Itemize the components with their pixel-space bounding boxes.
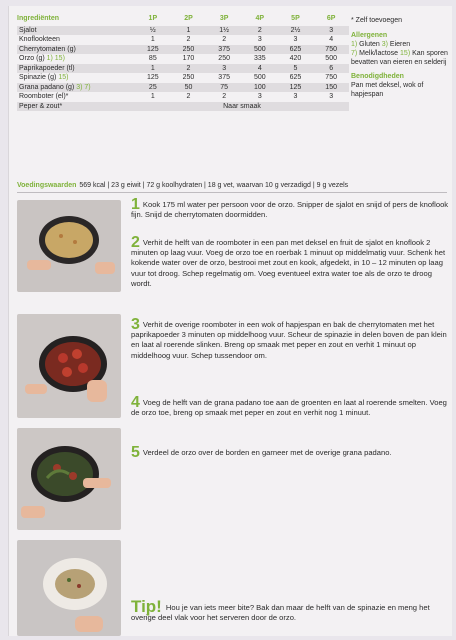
step-1 [131,196,449,220]
ingredient-name: Grana padano (g) 3) 7) [17,83,135,93]
ingredient-name: Peper & zout* [17,102,135,112]
ingredient-amount: 4 [242,64,278,74]
step-5 [131,444,449,461]
ingredient-amount: 750 [325,74,337,81]
ingredient-amount: 2 [222,93,227,100]
col-1p: 1P [148,15,158,22]
nutrition-line [17,182,447,193]
ingredient-amount: 500 [242,45,278,55]
ingredient-amount: 4 [329,36,334,43]
ingredient-amount: 3 [257,93,262,100]
ingredient-amount: 125 [135,45,171,55]
ingredient-amount: 625 [289,74,302,81]
tools-heading: Benodigdheden [351,73,404,80]
ingredient-amount: 375 [206,45,242,55]
self-add-note: * Zelf toevoegen [351,17,402,24]
allergen-code: 15) [58,74,69,81]
ingredient-amount: 3 [293,36,298,43]
ingredient-amount: 500 [325,55,337,62]
ingredient-name: Cherrytomaten (g) [17,45,135,55]
nutrition-values: 569 kcal | 23 g eiwit | 72 g koolhydraten | 18 g vet, waarvan 10 g verzadigd | 9 g vezels [79,182,349,189]
ingredient-amount: 170 [182,55,195,62]
ingredient-amount: 625 [278,45,314,55]
ingredient-amount: 2 [186,93,191,100]
step-4-text: Voeg de helft van de grana padano toe aan de groenten en laat al roerende smelten. Voeg de orzo toe, breng op smaak met peper en zout en verhit nog 1 minuut. [131,398,447,418]
ingredient-amount: 25 [135,83,171,93]
step-1-text: Kook 175 ml water per persoon voor de orzo. Snipper de sjalot en snijd of pers de knoflook fijn. Snijd de cherrytomaten doormidden. [131,200,449,220]
step-2 [131,234,449,289]
ingredient-amount: 3 [329,93,334,100]
ingredient-amount: 50 [171,83,207,93]
step-4-number: 4 [131,394,140,411]
ingredient-amount: 335 [253,55,266,62]
ingredient-amount: 3 [293,93,298,100]
ingredient-name: Knoflookteen [19,36,60,43]
col-2p: 2P [184,15,193,22]
ingredient-name: Roomboter (el)* [19,93,69,100]
ingredient-amount: 1 [150,36,155,43]
ingredient-row [17,45,349,55]
ingredient-amount: 1½ [206,26,242,36]
ingredient-amount: 375 [218,74,230,81]
step-5-photo [17,540,121,636]
side-info [351,16,451,104]
ingredient-name: Spinazie (g) 15) [19,74,69,81]
ingredient-amount: 750 [313,45,349,55]
step-5-number: 5 [131,444,140,461]
ingredient-amount: 150 [313,83,349,93]
ingredient-amount: 2 [186,36,191,43]
ingredient-row [17,92,349,102]
ingredient-amount: 1 [171,26,207,36]
ingredient-amount: 2½ [278,26,314,36]
col-4p: 4P [255,15,265,22]
ingredient-row [17,64,349,74]
nutrition-heading: Voedingswaarden [17,182,77,189]
ingredient-amount: 75 [206,83,242,93]
ingredient-amount: 500 [253,74,266,81]
ingredient-amount: 250 [218,55,230,62]
step-3-number: 3 [131,316,140,333]
ingredient-row [17,26,349,36]
ingredient-amount: 5 [278,64,314,74]
col-5p: 5P [291,15,300,22]
step-1-photo [17,200,121,292]
ingredient-amount: 3 [313,26,349,36]
ingredient-row [17,35,349,45]
tip [131,597,449,623]
col-3p: 3P [219,15,229,22]
step-3-photo [17,314,121,418]
ingredient-row [17,102,349,112]
ingredient-name: Sjalot [17,26,135,36]
allergen-list: 1) Gluten 3) Eieren 7) Melk/lactose 15) Kan sporen bevatten van eieren en selderij [351,41,448,66]
step-2-number: 2 [131,234,140,251]
ingredient-amount: 3 [206,64,242,74]
col-6p: 6P [326,15,336,22]
allergen-code: 1) 15) [46,55,65,62]
ingredient-amount: 125 [146,74,159,81]
ingredient-amount: 85 [148,55,157,62]
ingredient-name: Paprikapoeder (tl) [17,64,135,74]
step-5-text: Verdeel de orzo over de borden en garneer met de overige grana padano. [142,448,392,457]
ingredient-row [17,83,349,93]
tip-label: Tip! [131,597,162,616]
ingredient-row [17,73,349,83]
ingredient-amount: ½ [135,26,171,36]
ingredients-heading: Ingrediënten [17,15,60,22]
allergen-heading: Allergenen [351,32,388,39]
ingredient-name: Orzo (g) 1) 15) [19,55,65,62]
step-4-photo [17,428,121,530]
ingredient-amount: 2 [242,26,278,36]
ingredient-amount: 3 [257,36,262,43]
ingredient-row [17,54,349,64]
ingredient-amount: Naar smaak [135,102,349,112]
ingredients-table [17,14,349,111]
ingredient-amount: 2 [222,36,227,43]
ingredient-amount: 2 [171,64,207,74]
ingredient-amount: 250 [182,74,195,81]
step-3 [131,316,449,361]
step-3-text: Verhit de overige roomboter in een wok of hapjespan en bak de cherrytomaten met het paprikapoeder 3 minuten op middelhoog vuur. Scheur de spinazie in delen boven de pan klein en laat al roerende slinken. Breng op smaak met peper en zout en verhit 1 minuut op middelhoog vuur. Schep tussendoor om. [131,320,447,360]
ingredients-header-row [17,14,349,26]
recipe-card [8,6,452,636]
ingredient-amount: 100 [242,83,278,93]
ingredient-amount: 125 [278,83,314,93]
step-1-number: 1 [131,196,140,213]
step-4 [131,394,449,418]
ingredient-amount: 1 [135,64,171,74]
tools-text: Pan met deksel, wok of hapjespan [351,82,424,98]
ingredient-amount: 6 [313,64,349,74]
step-2-text: Verhit de helft van de roomboter in een pan met deksel en fruit de sjalot en knoflook 2 minuten op laag vuur. Voeg de orzo toe en roerbak 1 minuut op middelmatig vuur. Schenk het kokende water over de orzo, bestrooi met zout en kook, afgedekt, in 10 – 12 minuten op laag vuur tot droog. Schep regelmatig om. Voeg eventueel extra water toe als de orzo te droog wordt. [131,238,446,288]
ingredient-amount: 420 [289,55,302,62]
allergen-code: 3) 7) [76,83,91,91]
tip-text: Hou je van iets meer bite? Bak dan maar de helft van de spinazie en meng het overige deel vlak voor het serveren door de orzo. [131,603,430,622]
ingredient-amount: 250 [171,45,207,55]
ingredient-amount: 1 [150,93,155,100]
